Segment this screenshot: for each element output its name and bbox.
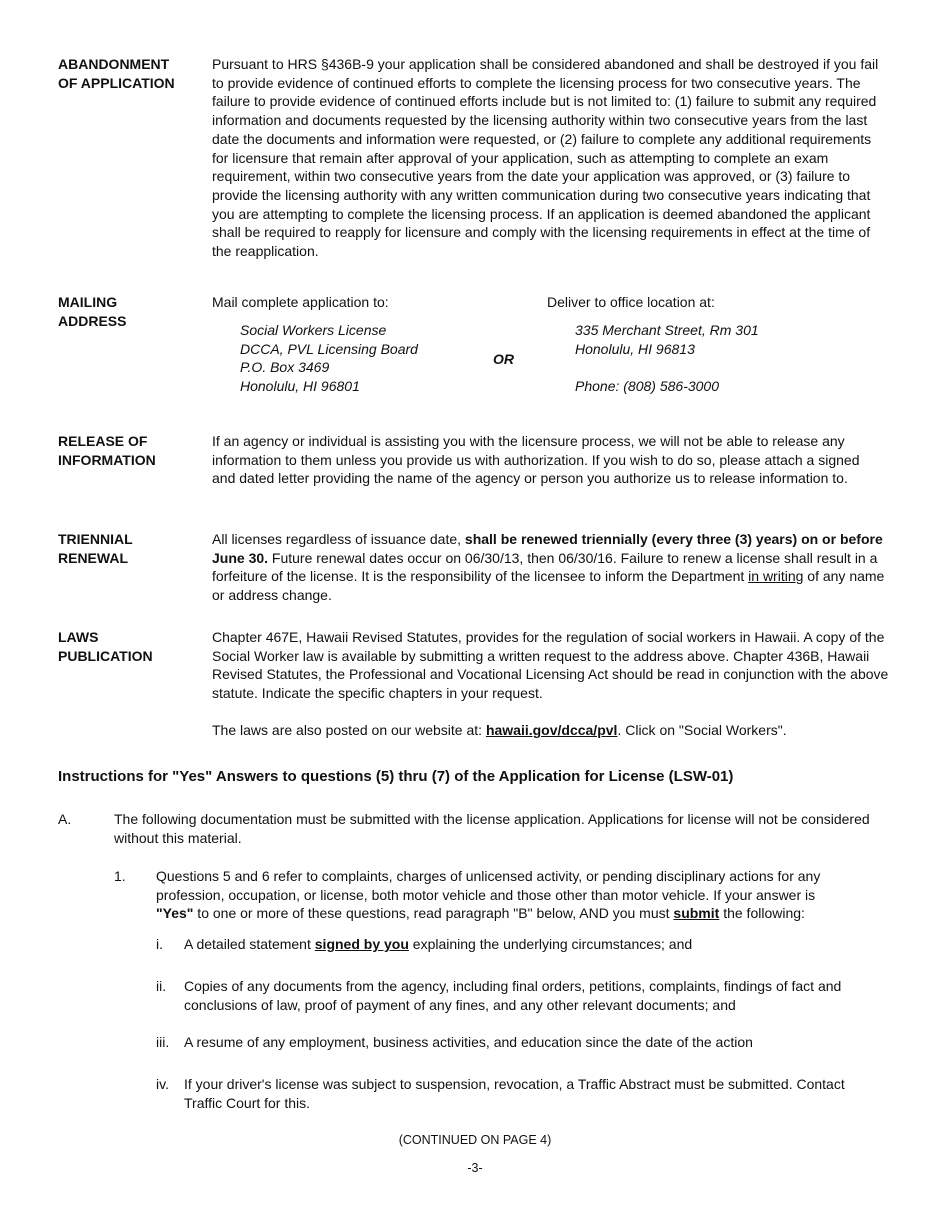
section-label-mailing: MAILING ADDRESS: [58, 294, 127, 329]
page-number: -3-: [467, 1161, 483, 1175]
item-a-text: The following documentation must be submitted with the license application. Applications for license will not be considered without this material.: [114, 811, 870, 846]
sub-item-marker: iii.: [156, 1034, 170, 1050]
item-1-text-c: the following:: [719, 905, 805, 922]
laws-text: Chapter 467E, Hawaii Revised Statutes, provides for the regulation of social workers in Hawaii. A copy of the Social Worker law is available by submitting a written request to the address above. Chapter 436B, Hawaii Revised Statutes, the Professional and Vocational Licensing Act should be read in conjunction with the above statute. Indicate the specific chapters in your request.: [212, 629, 889, 702]
sub-item-post: explaining the underlying circumstances; and: [408, 936, 693, 952]
section-label-abandonment: ABANDONMENT OF APPLICATION: [58, 56, 175, 91]
or-separator: OR: [493, 351, 514, 367]
renewal-in-writing: in writing: [748, 568, 804, 585]
section-label-laws: LAWS PUBLICATION: [58, 629, 153, 664]
sub-item-text: [184, 935, 864, 954]
release-text: If an agency or individual is assisting you with the licensure process, we will not be able to release any information to them unless you provide us with authorization. If you wish to do so, please attach a signed and dated letter providing the name of the agency or person you authorize us to release information to.: [212, 433, 860, 487]
item-1-yes: "Yes": [156, 905, 194, 922]
item-1-text: [156, 867, 856, 923]
laws-web-intro: The laws are also posted on our website at:: [212, 722, 486, 738]
mail-address: Social Workers License DCCA, PVL Licensing Board P.O. Box 3469 Honolulu, HI 96801: [240, 322, 418, 395]
deliver-address: 335 Merchant Street, Rm 301 Honolulu, HI 96813: [575, 322, 759, 357]
sub-item-pre: A detailed statement: [184, 936, 315, 952]
renewal-rest: Future renewal dates occur on 06/30/13, then 06/30/16. Failure to renew a license shall result in a forfeiture of the license. It is the responsibility of the licensee to inform the Department: [212, 549, 878, 585]
signed-by-you: signed by you: [314, 936, 409, 952]
continued-note: (CONTINUED ON PAGE 4): [398, 1133, 552, 1147]
renewal-end: of any name or address change.: [212, 568, 885, 604]
sub-item-marker: iv.: [156, 1076, 169, 1092]
renewal-intro: All licenses regardless of issuance date,: [212, 531, 465, 547]
sub-item-text: If your driver's license was subject to suspension, revocation, a Traffic Abstract must be submitted. Contact Traffic Court for this.: [184, 1076, 845, 1111]
renewal-deadline: shall be renewed triennially (every three (3) years) on or before June 30.: [212, 531, 883, 566]
sub-item-marker: ii.: [156, 978, 167, 994]
sub-item-text: A resume of any employment, business activities, and education since the date of the action: [184, 1034, 753, 1050]
abandonment-text: Pursuant to HRS §436B-9 your application shall be considered abandoned and shall be destroyed if you fail to provide evidence of continued efforts to complete the licensing process for two consecutive years. The failure to provide evidence of continued efforts include but is not limited to: (1) failure to submit any required information and documents requested by the licensing authority within two consecutive years from the last date the documents and information were requested, or (2) failure to complete any additional requirements for licensure that remain after approval of your application, such as attempting to complete an exam requirement, within two consecutive years from the date your application was approved, or (3) failure to provide the licensing authority with any written communication during two consecutive years indicating that you are attempting to complete the licensing process. If an application is deemed abandoned the applicant shall be required to reapply for licensure and comply with the licensing requirements in effect at the time of the reapplication.: [212, 56, 879, 260]
sub-item-text: Copies of any documents from the agency, including final orders, petitions, complaints, findings of fact and conclusions of law, proof of payment of any fines, and any other relevant documents; and: [184, 978, 842, 1013]
laws-web-end: . Click on "Social Workers".: [617, 722, 787, 738]
deliver-intro: Deliver to office location at:: [547, 294, 715, 310]
renewal-text: [212, 530, 892, 605]
instructions-heading: Instructions for "Yes" Answers to questions (5) thru (7) of the Application for License (LSW-01): [58, 768, 734, 785]
office-phone: Phone: (808) 586-3000: [575, 378, 719, 394]
item-1-text-a: Questions 5 and 6 refer to complaints, charges of unlicensed activity, or pending disciplinary actions for any profession, occupation, or license, both motor vehicle and those other than motor vehicle. If your answer is: [156, 868, 821, 903]
sub-item-marker: i.: [156, 936, 163, 952]
item-a-marker: A.: [58, 811, 72, 827]
mail-intro: Mail complete application to:: [212, 294, 389, 310]
website-link[interactable]: hawaii.gov/dcca/pvl: [485, 722, 618, 738]
item-1-text-b: to one or more of these questions, read paragraph "B" below, AND you must: [193, 905, 674, 922]
item-1-marker: 1.: [114, 868, 126, 884]
section-label-release: RELEASE OF INFORMATION: [58, 433, 156, 468]
item-1-submit: submit: [673, 905, 720, 922]
section-label-renewal: TRIENNIAL RENEWAL: [58, 531, 133, 566]
laws-website-line: [212, 721, 892, 740]
